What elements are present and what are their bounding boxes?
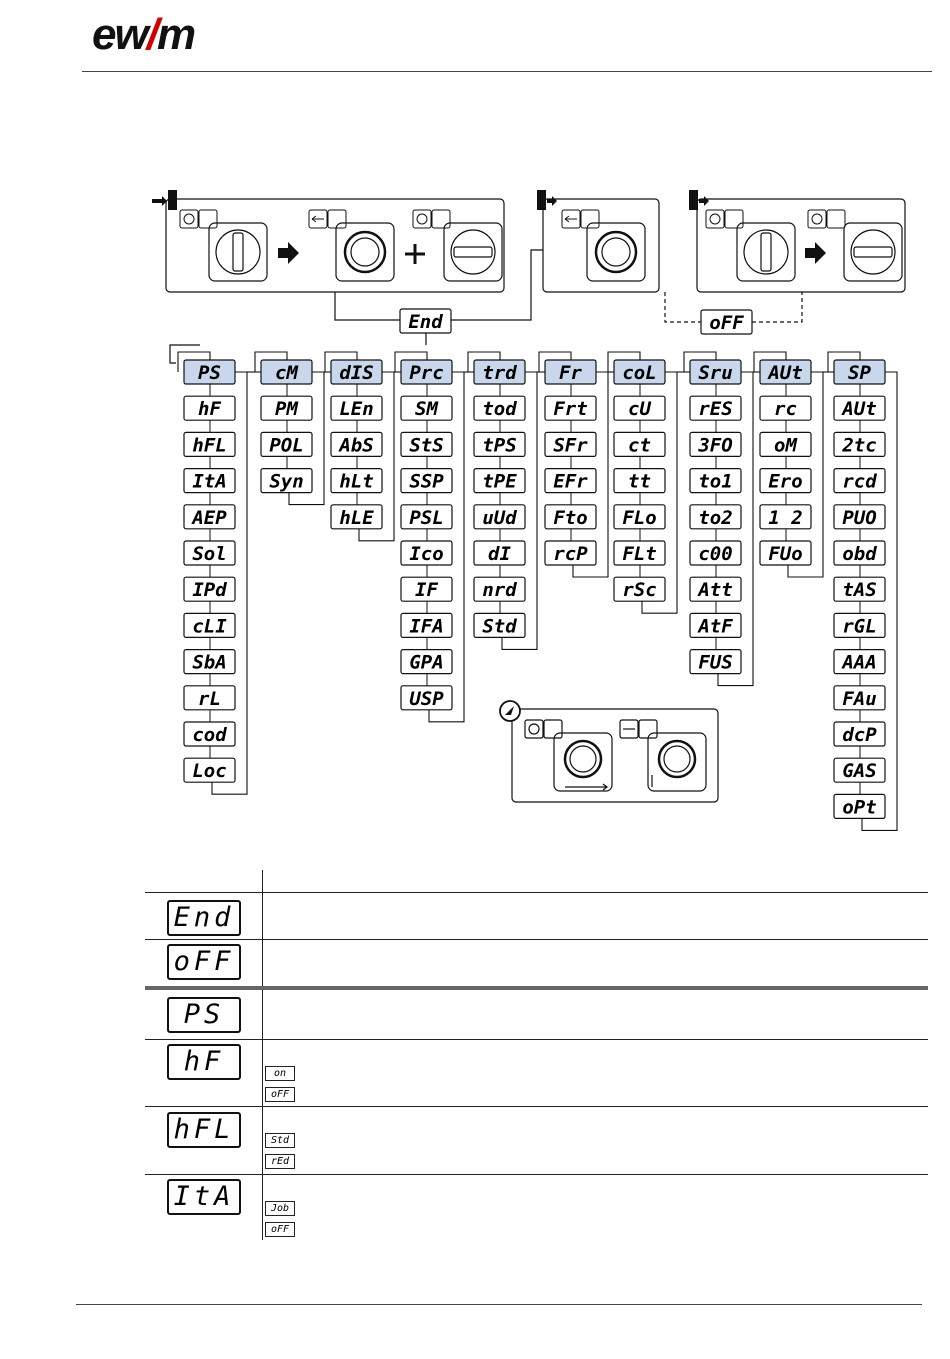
menu-code: dI (488, 543, 511, 565)
menu-header-display (614, 360, 665, 396)
menu-code: trd (482, 362, 517, 384)
svg-text:oFF: oFF (709, 312, 744, 334)
menu-item-display (261, 396, 312, 432)
menu-item-display (760, 396, 811, 432)
menu-item-display (834, 758, 885, 794)
menu-code: PM (275, 398, 298, 421)
menu-header-display (690, 360, 741, 396)
menu-code: LEn (339, 398, 374, 421)
menu-item-display (401, 613, 452, 649)
menu-code: cLI (192, 615, 227, 638)
menu-code: tAS (842, 579, 877, 602)
menu-item-display (834, 722, 885, 758)
menu-code: AUt (768, 362, 803, 384)
menu-code: rcd (842, 470, 877, 493)
menu-header-display (184, 360, 235, 396)
menu-code: rES (698, 398, 733, 421)
option-display: oFF (265, 1087, 295, 1102)
plus-icon (405, 244, 425, 264)
menu-item-display (401, 432, 452, 468)
table-code-display: oFF (167, 944, 241, 980)
menu-code: IPd (192, 579, 227, 602)
menu-item-display (474, 541, 525, 577)
menu-code: Loc (192, 760, 227, 783)
menu-code: GPA (409, 651, 444, 674)
menu-item-display (401, 650, 452, 686)
menu-item-display (331, 396, 382, 432)
menu-code: USP (409, 687, 444, 710)
menu-item-display (184, 432, 235, 468)
menu-item-display (474, 505, 525, 541)
menu-item-display (401, 396, 452, 432)
menu-item-display (614, 469, 665, 505)
menu-item-display (474, 613, 525, 637)
menu-item-display (545, 469, 596, 505)
menu-code: to2 (698, 506, 733, 529)
menu-item-display (401, 577, 452, 613)
menu-code: ItA (192, 470, 227, 493)
menu-code: IF (415, 579, 438, 602)
menu-item-display (545, 396, 596, 432)
table-rule (145, 892, 928, 893)
rotary-knob-icon (209, 223, 902, 281)
menu-code: Fto (553, 506, 588, 529)
menu-code: Prc (409, 362, 444, 384)
menu-code: PSL (409, 506, 444, 529)
menu-code: AAA (842, 651, 877, 674)
exit-door-icon (152, 190, 709, 210)
menu-code: coL (622, 362, 657, 384)
menu-code: tPE (482, 470, 517, 493)
menu-code: cU (628, 398, 651, 421)
menu-item-display (614, 577, 665, 601)
ewm-logo: ew/m (92, 10, 195, 59)
menu-code: dcP (842, 724, 877, 746)
menu-item-display (834, 686, 885, 722)
svg-text:End: End (408, 311, 443, 333)
menu-code: Frt (553, 398, 588, 421)
menu-code: AtF (698, 615, 733, 638)
end-display (400, 309, 451, 333)
menu-item-display (261, 469, 312, 493)
menu-item-display (184, 650, 235, 686)
menu-item-display (834, 505, 885, 541)
menu-item-display (834, 613, 885, 649)
menu-code: AEP (192, 506, 227, 529)
menu-code: SFr (553, 434, 588, 457)
menu-item-display (614, 396, 665, 432)
menu-header-display (401, 360, 452, 396)
table-rule (145, 1039, 928, 1040)
menu-code: FUo (768, 543, 803, 565)
menu-code: Syn (269, 470, 304, 493)
menu-code: tt (628, 470, 651, 493)
menu-code: nrd (482, 579, 517, 602)
menu-item-display (184, 396, 235, 432)
menu-code: cM (275, 362, 298, 384)
menu-code: tPS (482, 434, 517, 457)
menu-code: hFL (192, 434, 227, 457)
navigation-panel (512, 709, 718, 802)
menu-item-display (331, 432, 382, 468)
menu-item-display (834, 650, 885, 686)
menu-code: PS (198, 362, 221, 384)
menu-item-display (184, 577, 235, 613)
option-display: Std (265, 1133, 295, 1148)
menu-item-display (834, 577, 885, 613)
menu-code: Fr (559, 362, 582, 384)
menu-item-display (331, 505, 382, 529)
menu-code: Std (482, 615, 517, 638)
menu-header-display (474, 360, 525, 396)
menu-item-display (834, 794, 885, 818)
menu-item-display (834, 396, 885, 432)
menu-item-display (614, 541, 665, 577)
menu-item-display (474, 577, 525, 613)
menu-item-display (184, 686, 235, 722)
menu-item-display (184, 722, 235, 758)
menu-code: oM (774, 434, 797, 457)
menu-item-display (184, 541, 235, 577)
menu-header-display (331, 360, 382, 396)
menu-header-display (261, 360, 312, 396)
menu-code: hLt (339, 470, 374, 493)
menu-code: ct (628, 434, 651, 457)
menu-item-display (690, 650, 741, 674)
menu-code: SSP (409, 470, 444, 493)
menu-item-display (401, 686, 452, 710)
menu-item-display (834, 541, 885, 577)
menu-code: StS (409, 434, 444, 457)
menu-item-display (690, 469, 741, 505)
menu-code: rc (774, 398, 797, 421)
menu-code: 2tc (842, 434, 877, 457)
menu-item-display (545, 541, 596, 565)
menu-item-display (545, 505, 596, 541)
off-display (701, 310, 752, 334)
option-display: oFF (265, 1222, 295, 1237)
table-code-display: PS (167, 997, 241, 1033)
navigate-icon (500, 701, 520, 721)
menu-code: SbA (192, 651, 227, 674)
menu-item-display (690, 396, 741, 432)
table-code-display: End (167, 900, 241, 936)
menu-code: Ero (768, 470, 803, 493)
menu-item-display (760, 469, 811, 505)
menu-item-display (614, 505, 665, 541)
menu-item-display (184, 613, 235, 649)
menu-code: IFA (409, 615, 444, 638)
menu-code: FAu (842, 687, 877, 710)
hand-press-icon (180, 210, 845, 228)
menu-code: hF (198, 398, 221, 421)
table-divider (262, 870, 263, 1240)
menu-code: uUd (482, 506, 517, 529)
menu-item-display (184, 758, 235, 782)
menu-header-display (760, 360, 811, 396)
menu-code: Ico (409, 543, 444, 565)
menu-code: GAS (842, 760, 877, 783)
menu-code: 3FO (698, 434, 733, 457)
menu-header-display (545, 360, 596, 396)
menu-item-display (690, 432, 741, 468)
menu-item-display (261, 432, 312, 468)
menu-item-display (760, 541, 811, 565)
menu-code: c00 (698, 543, 733, 565)
menu-code: Sol (192, 543, 227, 565)
menu-item-display (474, 432, 525, 468)
menu-item-display (760, 432, 811, 468)
menu-code: EFr (553, 470, 588, 493)
menu-item-display (834, 469, 885, 505)
menu-code: oPt (842, 796, 877, 819)
menu-item-display (690, 541, 741, 577)
option-display: on (265, 1066, 295, 1081)
table-rule (145, 1174, 928, 1175)
table-rule (145, 939, 928, 940)
menu-code: rGL (842, 615, 877, 638)
menu-item-display (760, 505, 811, 541)
menu-code: rSc (622, 579, 657, 602)
menu-code: POL (269, 434, 304, 457)
menu-code: AbS (339, 434, 374, 457)
menu-item-display (184, 505, 235, 541)
menu-header-display (834, 360, 885, 396)
menu-item-display (545, 432, 596, 468)
menu-code: 1 2 (768, 506, 803, 529)
menu-code: FLt (622, 543, 657, 565)
menu-item-display (401, 505, 452, 541)
table-thick-rule (145, 986, 928, 990)
menu-item-display (474, 396, 525, 432)
menu-code: SM (415, 398, 438, 421)
menu-item-display (834, 432, 885, 468)
menu-code: Sru (698, 362, 733, 384)
menu-code: to1 (698, 470, 733, 493)
menu-item-display (474, 469, 525, 505)
menu-item-display (614, 432, 665, 468)
menu-code: hLE (339, 506, 374, 529)
menu-code: SP (848, 362, 871, 384)
table-code-display: ItA (167, 1179, 241, 1215)
menu-code: rcP (553, 543, 588, 565)
footer-rule (76, 1304, 922, 1305)
table-code-display: hFL (167, 1112, 241, 1148)
menu-code: tod (482, 398, 517, 421)
option-display: rEd (265, 1154, 295, 1169)
menu-item-display (401, 541, 452, 577)
menu-item-display (690, 613, 741, 649)
menu-code: obd (842, 543, 877, 565)
menu-code: FLo (622, 506, 657, 529)
option-display: Job (265, 1201, 295, 1216)
table-rule (145, 1106, 928, 1107)
menu-item-display (690, 505, 741, 541)
table-code-display: hF (167, 1044, 241, 1080)
menu-code: rL (198, 687, 221, 710)
menu-code: AUt (842, 398, 877, 421)
menu-item-display (401, 469, 452, 505)
menu-code: Att (698, 579, 733, 602)
menu-code: PUO (842, 506, 877, 529)
menu-item-display (690, 577, 741, 613)
menu-item-display (331, 469, 382, 505)
menu-item-display (184, 469, 235, 505)
menu-code: dIS (339, 362, 374, 384)
menu-code: FUS (698, 651, 733, 674)
menu-columns (178, 352, 897, 830)
menu-code: cod (192, 724, 227, 746)
